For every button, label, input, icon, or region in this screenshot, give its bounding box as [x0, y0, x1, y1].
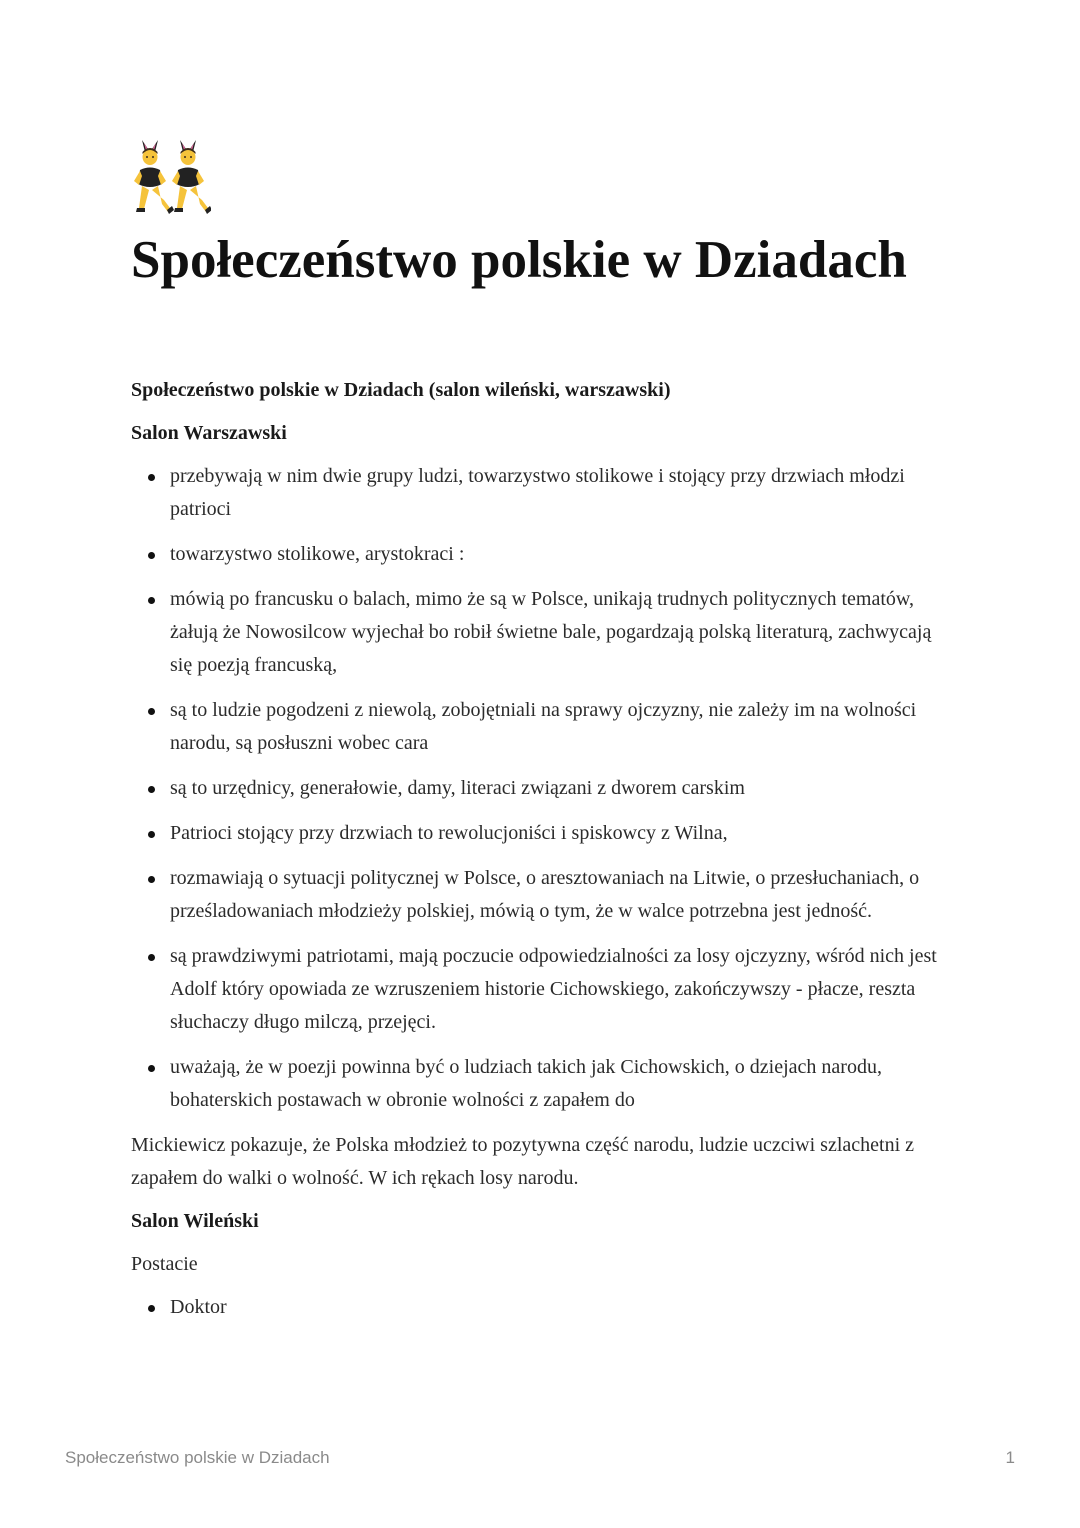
- characters-label: Postacie: [131, 1253, 198, 1275]
- vilnius-salon-heading: Salon Wileński: [131, 1210, 259, 1232]
- list-item: przebywają w nim dwie grupy ludzi, towarzystwo stolikowe i stojący przy drzwiach młodzi patrioci: [170, 460, 951, 526]
- summary-paragraph: Mickiewicz pokazuje, że Polska młodzież to pozytywna część narodu, ludzie uczciwi szlachetni z zapałem do walki o wolność. W ich rękach losy narodu.: [131, 1134, 915, 1189]
- document-page: [131, 140, 951, 1336]
- list-item: są to urzędnicy, generałowie, damy, literaci związani z dworem carskim: [170, 772, 951, 805]
- intro-heading: Społeczeństwo polskie w Dziadach (salon wileński, warszawski): [131, 379, 671, 401]
- document-body: [131, 374, 951, 1324]
- list-item: rozmawiają o sytuacji politycznej w Polsce, o aresztowaniach na Litwie, o przesłuchaniach, o prześladowaniach młodzieży polskiej, mówią o tym, że w walce potrzebna jest jedność.: [170, 862, 951, 928]
- vilnius-characters-list: [131, 1291, 951, 1324]
- footer-document-title: Społeczeństwo polskie w Dziadach: [65, 1448, 330, 1467]
- warsaw-salon-list: [131, 460, 951, 1117]
- list-item: są to ludzie pogodzeni z niewolą, zobojętniali na sprawy ojczyzny, nie zależy im na wolności narodu, są posłuszni wobec cara: [170, 694, 951, 760]
- list-item: uważają, że w poezji powinna być o ludziach takich jak Cichowskich, o dziejach narodu, bohaterskich postawach w obronie wolności z zapałem do: [170, 1051, 951, 1117]
- page-title: Społeczeństwo polskie w Dziadach: [131, 231, 907, 289]
- warsaw-salon-heading: Salon Warszawski: [131, 422, 287, 444]
- footer-page-number: 1: [1005, 1448, 1015, 1467]
- list-item: towarzystwo stolikowe, arystokraci :: [170, 538, 951, 571]
- people-with-bunny-ears-icon: [131, 140, 211, 218]
- list-item: mówią po francusku o balach, mimo że są w Polsce, unikają trudnych politycznych tematów, żałują że Nowosilcow wyjechał bo robił świetne bale, pogardzają polską literaturą, zachwycają się poezją francuską,: [170, 583, 951, 682]
- list-item: są prawdziwymi patriotami, mają poczucie odpowiedzialności za losy ojczyzny, wśród nich jest Adolf który opowiada ze wzruszeniem historie Cichowskiego, zakończywszy - płacze, reszta słuchaczy długo milczą, przejęci.: [170, 940, 951, 1039]
- list-item: Doktor: [170, 1291, 951, 1324]
- list-item: Patrioci stojący przy drzwiach to rewolucjoniści i spiskowcy z Wilna,: [170, 817, 951, 850]
